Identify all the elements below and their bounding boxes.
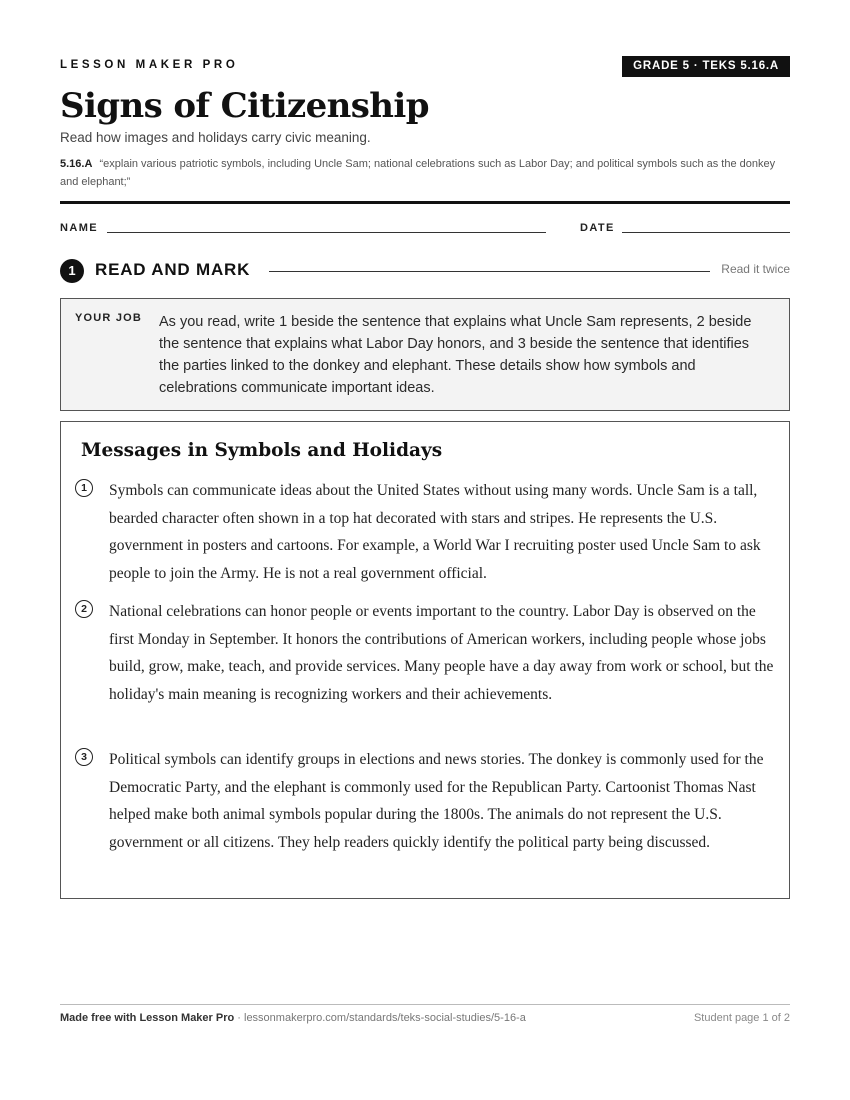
brand-name: LESSON MAKER PRO	[60, 59, 239, 71]
footer-divider	[60, 1004, 790, 1005]
date-field[interactable]	[622, 232, 790, 233]
instructions-box	[60, 298, 790, 411]
name-date-bar	[60, 221, 790, 239]
paragraph-number-badge: 2	[75, 600, 93, 618]
section-title: READ AND MARK	[95, 260, 251, 279]
header-divider	[60, 201, 790, 204]
paragraph-text: Symbols can communicate ideas about the United States without using many words. Uncle Sam is a tall, bearded character often shown in a top hat decorated with stars and stripes. He represents the U.S. government in posters and cartoons. For example, a World War I recruiting poster used Uncle Sam to ask people to join the Army. He is not a real government official.	[109, 482, 761, 582]
name-label: NAME	[60, 222, 98, 234]
section-header	[60, 259, 790, 283]
name-field[interactable]	[107, 232, 546, 233]
standard-code: 5.16.A	[60, 158, 93, 170]
section-note: Read it twice	[721, 262, 790, 276]
page-subtitle: Read how images and holidays carry civic meaning.	[60, 130, 371, 145]
paragraph-number-badge: 1	[75, 479, 93, 497]
page-title: Signs of Citizenship	[60, 86, 429, 126]
date-label: DATE	[580, 222, 615, 234]
grade-badge: GRADE 5 · TEKS 5.16.A	[622, 56, 790, 77]
instructions-text: As you read, write 1 beside the sentence that explains what Uncle Sam represents, 2 beside the sentence that explains what Labor Day honors, and 3 beside the sentence that identifies the parties linked to the donkey and elephant. These details show how symbols and celebrations communicate important ideas.	[159, 314, 752, 396]
footer-page-label: Student page 1 of 2	[693, 1012, 790, 1024]
standard-text: “explain various patriotic symbols, including Uncle Sam; national celebrations such as Labor Day; and political symbols such as the donkey and elephant;”	[60, 158, 776, 188]
footer-credit	[60, 1012, 526, 1024]
section-number-badge: 1	[60, 259, 84, 283]
paragraph-number-badge: 3	[75, 748, 93, 766]
footer-made-with: Made free with Lesson Maker Pro	[60, 1012, 235, 1024]
instructions-label: YOUR JOB	[75, 312, 143, 324]
paragraph-text: Political symbols can identify groups in elections and news stories. The donkey is commonly used for the Democratic Party, and the elephant is commonly used for the Republican Party. Cartoonist Thomas Nast helped make both animal symbols popular during the 1800s. The animals do not represent the U.S. government or all citizens. They help readers quickly identify the political party being discussed.	[109, 751, 764, 851]
section-divider	[269, 271, 710, 272]
passage-title: Messages in Symbols and Holidays	[81, 440, 443, 461]
standard-description	[60, 155, 790, 191]
reading-passage	[60, 421, 790, 899]
footer-link[interactable]: · lessonmakerpro.com/standards/teks-social-studies/5-16-a	[234, 1012, 526, 1024]
top-bar	[60, 56, 790, 80]
paragraph-text: National celebrations can honor people or events important to the country. Labor Day is observed on the first Monday in September. It honors the contributions of American workers, including people whose jobs build, grow, make, teach, and provide services. Many people have a day away from work or school, but the holiday's main meaning is recognizing workers and their achievements.	[109, 603, 774, 703]
